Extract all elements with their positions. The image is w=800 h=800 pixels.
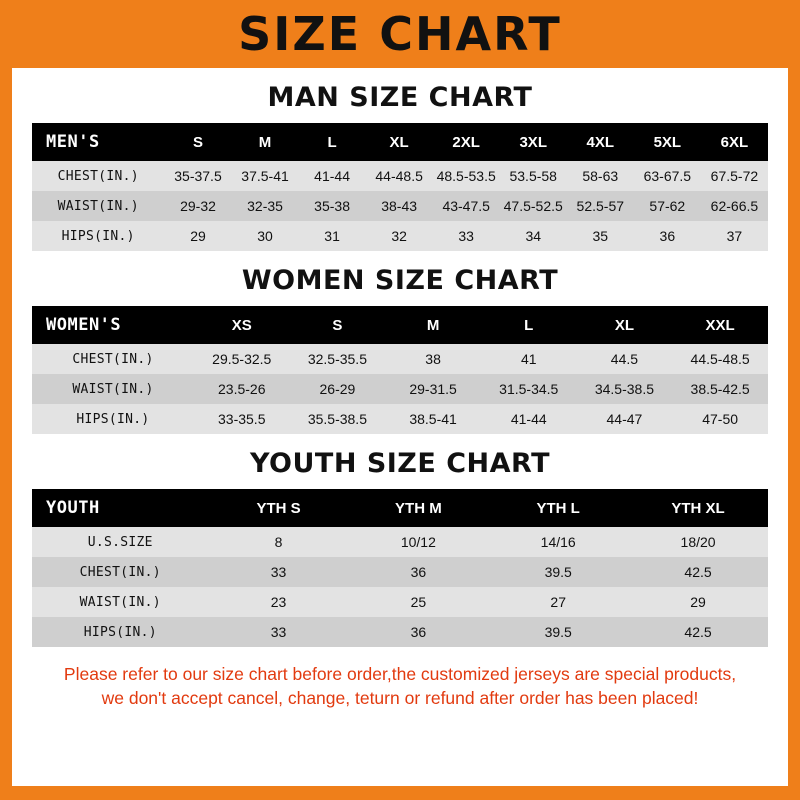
column-header: YTH S	[209, 489, 349, 527]
table-cell: 18/20	[628, 527, 768, 557]
column-header: L	[299, 123, 366, 161]
man-table-head	[32, 123, 768, 161]
table-cell: 29	[164, 221, 231, 251]
column-header: 5XL	[634, 123, 701, 161]
table-cell: 63-67.5	[634, 161, 701, 191]
table-cell: 33-35.5	[194, 404, 290, 434]
table-cell: 14/16	[488, 527, 628, 557]
column-header: YTH XL	[628, 489, 768, 527]
youth-size-table	[32, 489, 768, 647]
row-label: WAIST(IN.)	[32, 191, 164, 221]
table-cell: 39.5	[488, 557, 628, 587]
table-cell: 36	[348, 617, 488, 647]
table-cell: 29	[628, 587, 768, 617]
table-cell: 41-44	[299, 161, 366, 191]
table-cell: 38-43	[366, 191, 433, 221]
section-youth	[12, 448, 788, 647]
footer-line-1: Please refer to our size chart before order,the customized jerseys are special products,	[63, 664, 737, 684]
youth-table-head	[32, 489, 768, 527]
table-cell: 47.5-52.5	[500, 191, 567, 221]
table-cell: 62-66.5	[701, 191, 768, 221]
table-cell: 52.5-57	[567, 191, 634, 221]
table-cell: 37.5-41	[232, 161, 299, 191]
column-header: XXL	[672, 306, 768, 344]
table-cell: 34.5-38.5	[577, 374, 673, 404]
table-cell: 37	[701, 221, 768, 251]
table-cell: 42.5	[628, 557, 768, 587]
table-cell: 35-37.5	[164, 161, 231, 191]
column-header: YOUTH	[32, 489, 209, 527]
table-cell: 29.5-32.5	[194, 344, 290, 374]
footer-note	[12, 663, 788, 710]
table-cell: 26-29	[290, 374, 386, 404]
table-cell: 33	[209, 557, 349, 587]
row-label: HIPS(IN.)	[32, 617, 209, 647]
section-title-women: WOMEN SIZE CHART	[241, 265, 559, 296]
row-label: CHEST(IN.)	[32, 344, 194, 374]
man-table-body	[32, 161, 768, 251]
table-row	[32, 344, 768, 374]
table-cell: 23	[209, 587, 349, 617]
women-size-table	[32, 306, 768, 434]
column-header: S	[164, 123, 231, 161]
table-cell: 44.5-48.5	[672, 344, 768, 374]
table-cell: 57-62	[634, 191, 701, 221]
column-header: 3XL	[500, 123, 567, 161]
table-cell: 23.5-26	[194, 374, 290, 404]
column-header: M	[385, 306, 481, 344]
row-label: CHEST(IN.)	[32, 557, 209, 587]
table-cell: 27	[488, 587, 628, 617]
column-header: XL	[577, 306, 673, 344]
table-cell: 33	[209, 617, 349, 647]
table-cell: 35	[567, 221, 634, 251]
table-header-row	[32, 123, 768, 161]
table-cell: 30	[232, 221, 299, 251]
column-header: MEN'S	[32, 123, 164, 161]
table-cell: 35.5-38.5	[290, 404, 386, 434]
table-cell: 44-47	[577, 404, 673, 434]
page-title: SIZE CHART	[238, 7, 562, 61]
man-size-table	[32, 123, 768, 251]
column-header: 6XL	[701, 123, 768, 161]
table-cell: 8	[209, 527, 349, 557]
table-cell: 36	[634, 221, 701, 251]
table-row	[32, 557, 768, 587]
row-label: HIPS(IN.)	[32, 221, 164, 251]
table-cell: 41-44	[481, 404, 577, 434]
column-header: WOMEN'S	[32, 306, 194, 344]
table-cell: 32-35	[232, 191, 299, 221]
table-cell: 36	[348, 557, 488, 587]
table-cell: 42.5	[628, 617, 768, 647]
table-cell: 31.5-34.5	[481, 374, 577, 404]
table-row	[32, 587, 768, 617]
table-row	[32, 374, 768, 404]
table-cell: 38	[385, 344, 481, 374]
column-header: YTH L	[488, 489, 628, 527]
table-cell: 31	[299, 221, 366, 251]
table-cell: 35-38	[299, 191, 366, 221]
section-title-man: MAN SIZE CHART	[267, 82, 533, 113]
footer-line-2: we don't accept cancel, change, teturn or refund after order has been placed!	[101, 687, 699, 708]
row-label: WAIST(IN.)	[32, 374, 194, 404]
table-cell: 32.5-35.5	[290, 344, 386, 374]
table-row	[32, 527, 768, 557]
women-table-body	[32, 344, 768, 434]
table-cell: 47-50	[672, 404, 768, 434]
row-label: WAIST(IN.)	[32, 587, 209, 617]
table-row	[32, 161, 768, 191]
row-label: U.S.SIZE	[32, 527, 209, 557]
section-title-youth: YOUTH SIZE CHART	[249, 448, 551, 479]
table-cell: 53.5-58	[500, 161, 567, 191]
table-row	[32, 191, 768, 221]
table-cell: 44.5	[577, 344, 673, 374]
table-cell: 32	[366, 221, 433, 251]
row-label: HIPS(IN.)	[32, 404, 194, 434]
section-women	[12, 265, 788, 434]
header-band	[0, 0, 800, 68]
column-header: YTH M	[348, 489, 488, 527]
column-header: L	[481, 306, 577, 344]
column-header: S	[290, 306, 386, 344]
column-header: M	[232, 123, 299, 161]
table-row	[32, 404, 768, 434]
table-row	[32, 221, 768, 251]
table-cell: 39.5	[488, 617, 628, 647]
table-cell: 41	[481, 344, 577, 374]
row-label: CHEST(IN.)	[32, 161, 164, 191]
table-cell: 29-32	[164, 191, 231, 221]
table-cell: 29-31.5	[385, 374, 481, 404]
table-cell: 48.5-53.5	[433, 161, 500, 191]
column-header: 4XL	[567, 123, 634, 161]
table-cell: 38.5-41	[385, 404, 481, 434]
youth-table-body	[32, 527, 768, 647]
table-cell: 34	[500, 221, 567, 251]
column-header: XS	[194, 306, 290, 344]
table-cell: 10/12	[348, 527, 488, 557]
table-cell: 43-47.5	[433, 191, 500, 221]
table-row	[32, 617, 768, 647]
table-cell: 25	[348, 587, 488, 617]
table-cell: 67.5-72	[701, 161, 768, 191]
table-header-row	[32, 489, 768, 527]
women-table-head	[32, 306, 768, 344]
column-header: XL	[366, 123, 433, 161]
bottom-band	[0, 786, 800, 800]
table-header-row	[32, 306, 768, 344]
table-cell: 44-48.5	[366, 161, 433, 191]
column-header: 2XL	[433, 123, 500, 161]
table-cell: 58-63	[567, 161, 634, 191]
section-man	[12, 82, 788, 251]
table-cell: 38.5-42.5	[672, 374, 768, 404]
table-cell: 33	[433, 221, 500, 251]
